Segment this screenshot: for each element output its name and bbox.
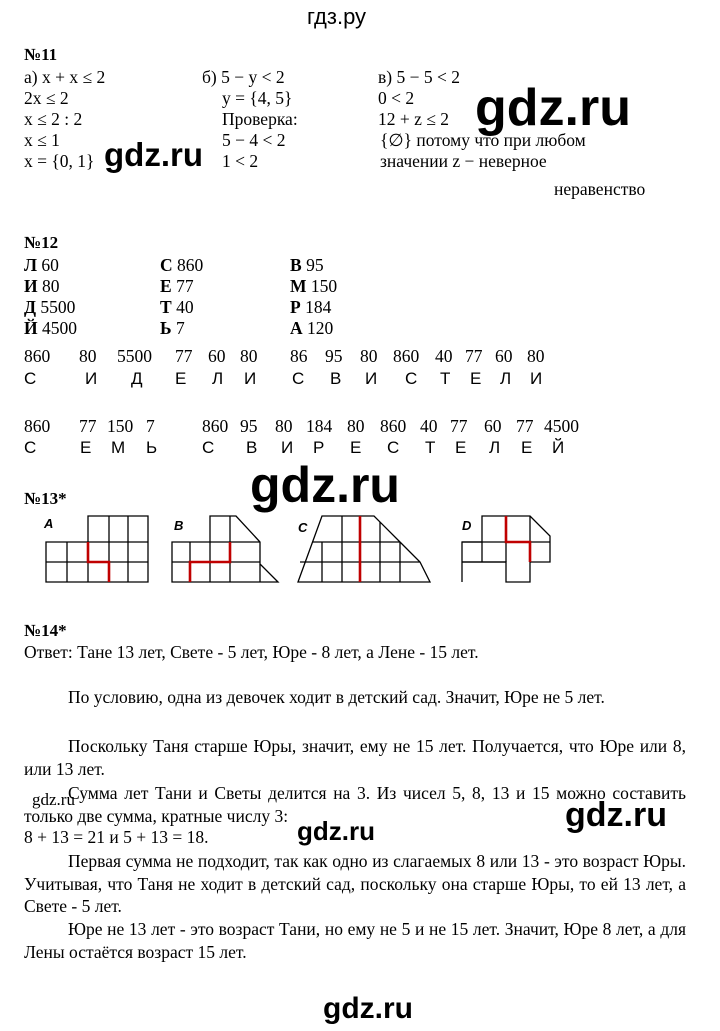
code-number: 80: [360, 346, 378, 366]
task-11-a-line: а) x + x ≤ 2: [24, 67, 106, 87]
task-14-paragraph-3: Сумма лет Тани и Светы делится на 3. Из чисел 5, 8, 13 и 15 можно составить только две сумма, кратные числу 3:: [24, 783, 686, 826]
letter-value-pair: [290, 254, 324, 276]
site-title: гдз.ру: [307, 4, 367, 29]
code-letter: Е: [455, 438, 467, 457]
code-letter: С: [202, 438, 215, 457]
task-11-c-line: {∅} потому что при любом: [380, 130, 586, 150]
task-14-header: №14*: [24, 621, 67, 640]
figure-b: [172, 516, 278, 582]
code-number: 5500: [117, 346, 152, 366]
watermark: gdz.ru: [475, 79, 631, 137]
letter-value: 860: [177, 255, 204, 275]
letter-value-pair: [160, 296, 194, 318]
code-letter: И: [530, 369, 543, 388]
letter: С: [160, 255, 178, 275]
letter: И: [24, 276, 42, 296]
figure-a: [46, 516, 148, 582]
figure-label-d: D: [462, 518, 472, 533]
task-11-b-line: y = {4, 5}: [222, 88, 293, 108]
code-number: 40: [435, 346, 453, 366]
code-letter: Ь: [146, 438, 158, 457]
figure-label-c: C: [298, 520, 308, 535]
code-letter: Е: [521, 438, 533, 457]
task-11-b-line: 5 − 4 < 2: [222, 130, 286, 150]
code-letter: Т: [425, 438, 436, 457]
task-14-answer: Ответ: Тане 13 лет, Свете - 5 лет, Юре - 8 лет, а Лене - 15 лет.: [24, 642, 479, 662]
task-11-a-line: 2x ≤ 2: [24, 88, 69, 108]
cut-line-a: [88, 542, 109, 582]
task-12-header: №12: [24, 233, 59, 252]
letter-value-pair: [160, 254, 203, 276]
code-letter: И: [365, 369, 378, 388]
letter-value: 40: [176, 297, 194, 317]
task-11-c-line: неравенство: [554, 179, 646, 199]
code-number: 77: [450, 416, 468, 436]
code-letter: Л: [500, 369, 512, 388]
watermark: gdz.ru: [565, 796, 667, 834]
code-number: 860: [380, 416, 407, 436]
code-letter: Т: [440, 369, 451, 388]
task-11-c-line: в) 5 − 5 < 2: [378, 67, 460, 87]
letter-value: 60: [41, 255, 59, 275]
letter-value-pair: [24, 254, 59, 276]
code-letter: С: [24, 369, 37, 388]
code-number: 80: [240, 346, 258, 366]
letter: А: [290, 318, 308, 338]
letter-value: 184: [305, 297, 332, 317]
watermark: gdz.ru: [323, 992, 413, 1025]
code-number: 95: [325, 346, 343, 366]
task-11-a-line: x = {0, 1}: [24, 151, 95, 171]
task-11-a-line: x ≤ 1: [24, 130, 60, 150]
letter-value: 7: [175, 318, 185, 338]
code-number: 80: [527, 346, 545, 366]
task-11-header: №11: [24, 45, 58, 64]
code-number: 77: [465, 346, 483, 366]
figure-c: [298, 516, 430, 582]
task-14-paragraph-1: По условию, одна из девочек ходит в детский сад. Значит, Юре не 5 лет.: [68, 687, 605, 707]
task-14-paragraph-4: Первая сумма не подходит, так как одно из слагаемых 8 или 13 - это возраст Юры. Учитывая, что Таня не ходит в детский сад, поскольку она старше Юры, то ей 13 лет, а Свете - 5 лет.: [24, 851, 686, 916]
watermark: gdz.ru: [104, 136, 203, 173]
task-11-b-line: Проверка:: [222, 109, 298, 129]
task-11-c-line: 0 < 2: [378, 88, 415, 108]
code-number: 80: [347, 416, 365, 436]
letter: Е: [160, 276, 177, 296]
letter: В: [290, 255, 307, 275]
code-letter: И: [281, 438, 294, 457]
code-number: 860: [24, 346, 51, 366]
code-letter: Е: [80, 438, 92, 457]
code-number: 860: [24, 416, 51, 436]
task-11-a-line: x ≤ 2 : 2: [24, 109, 83, 129]
code-number: 77: [516, 416, 534, 436]
code-number: 860: [202, 416, 229, 436]
code-number: 860: [393, 346, 420, 366]
code-number: 60: [208, 346, 226, 366]
code-number: 80: [275, 416, 293, 436]
letter-value: 120: [307, 318, 334, 338]
task-14-paragraph-2: Поскольку Таня старше Юры, значит, ему не 15 лет. Получается, что Юре или 8, или 13 лет.: [24, 736, 686, 779]
code-number: 77: [79, 416, 97, 436]
task-14-paragraph-5: Юре не 13 лет - это возраст Тани, но ему не 5 и не 15 лет. Значит, Юре 8 лет, а для Лены остаётся возраст 15 лет.: [24, 919, 686, 962]
letter-value-pair: [24, 275, 60, 297]
code-number: 40: [420, 416, 438, 436]
code-letter: Е: [470, 369, 482, 388]
task-11-c-line: значении z − неверное: [380, 151, 547, 171]
code-letter: В: [330, 369, 342, 388]
watermark: gdz.ru: [250, 457, 400, 513]
code-number: 60: [495, 346, 513, 366]
figure-label-b: B: [174, 518, 184, 533]
figure-label-a: A: [44, 516, 54, 531]
letter-value-pair: [24, 317, 77, 339]
letter-value-pair: [160, 317, 185, 339]
letter-value: 80: [42, 276, 60, 296]
letter-value-pair: [290, 296, 331, 318]
code-letter: Й: [552, 438, 565, 457]
code-letter: С: [387, 438, 400, 457]
letter-value: 4500: [42, 318, 77, 338]
code-letter: Л: [212, 369, 224, 388]
code-number: 7: [146, 416, 155, 436]
code-letter: С: [292, 369, 305, 388]
letter-value: 5500: [40, 297, 76, 317]
letter: Й: [24, 318, 42, 338]
code-letter: Д: [131, 369, 143, 388]
letter: Ь: [160, 318, 176, 338]
task-13-figures: [20, 510, 700, 592]
letter: Т: [160, 297, 177, 317]
cut-line-d: [506, 516, 530, 562]
task-13-header: №13*: [24, 489, 67, 508]
letter: Р: [290, 297, 306, 317]
letter-value: 150: [310, 276, 338, 296]
letter-value-pair: [290, 275, 337, 297]
task-11-b-line: 1 < 2: [222, 151, 259, 171]
code-letter: Е: [350, 438, 362, 457]
code-letter: И: [244, 369, 257, 388]
letter-value: 77: [176, 276, 194, 296]
code-letter: Л: [489, 438, 501, 457]
letter-value-pair: [160, 275, 194, 297]
task-14-sums: 8 + 13 = 21 и 5 + 13 = 18.: [24, 827, 209, 847]
code-number: 80: [79, 346, 97, 366]
code-letter: Р: [313, 438, 325, 457]
code-number: 86: [290, 346, 308, 366]
task-11-c-line: 12 + z ≤ 2: [378, 109, 449, 129]
letter: Л: [24, 255, 42, 275]
code-number: 184: [306, 416, 333, 436]
code-letter: М: [111, 438, 126, 457]
task-11-b-line: б) 5 − y < 2: [202, 67, 285, 87]
code-letter: И: [85, 369, 98, 388]
letter-value-pair: [290, 317, 333, 339]
letter-value-pair: [24, 296, 75, 318]
watermark: gdz.ru: [297, 816, 375, 846]
watermark: gdz.ru: [32, 790, 75, 809]
code-letter: С: [405, 369, 418, 388]
letter-value: 95: [306, 255, 324, 275]
code-letter: В: [246, 438, 258, 457]
code-number: 95: [240, 416, 258, 436]
code-number: 60: [484, 416, 502, 436]
letter: Д: [24, 297, 41, 317]
code-number: 4500: [544, 416, 579, 436]
code-letter: С: [24, 438, 37, 457]
code-letter: Е: [175, 369, 187, 388]
letter: М: [290, 276, 311, 296]
code-number: 77: [175, 346, 193, 366]
code-number: 150: [107, 416, 134, 436]
